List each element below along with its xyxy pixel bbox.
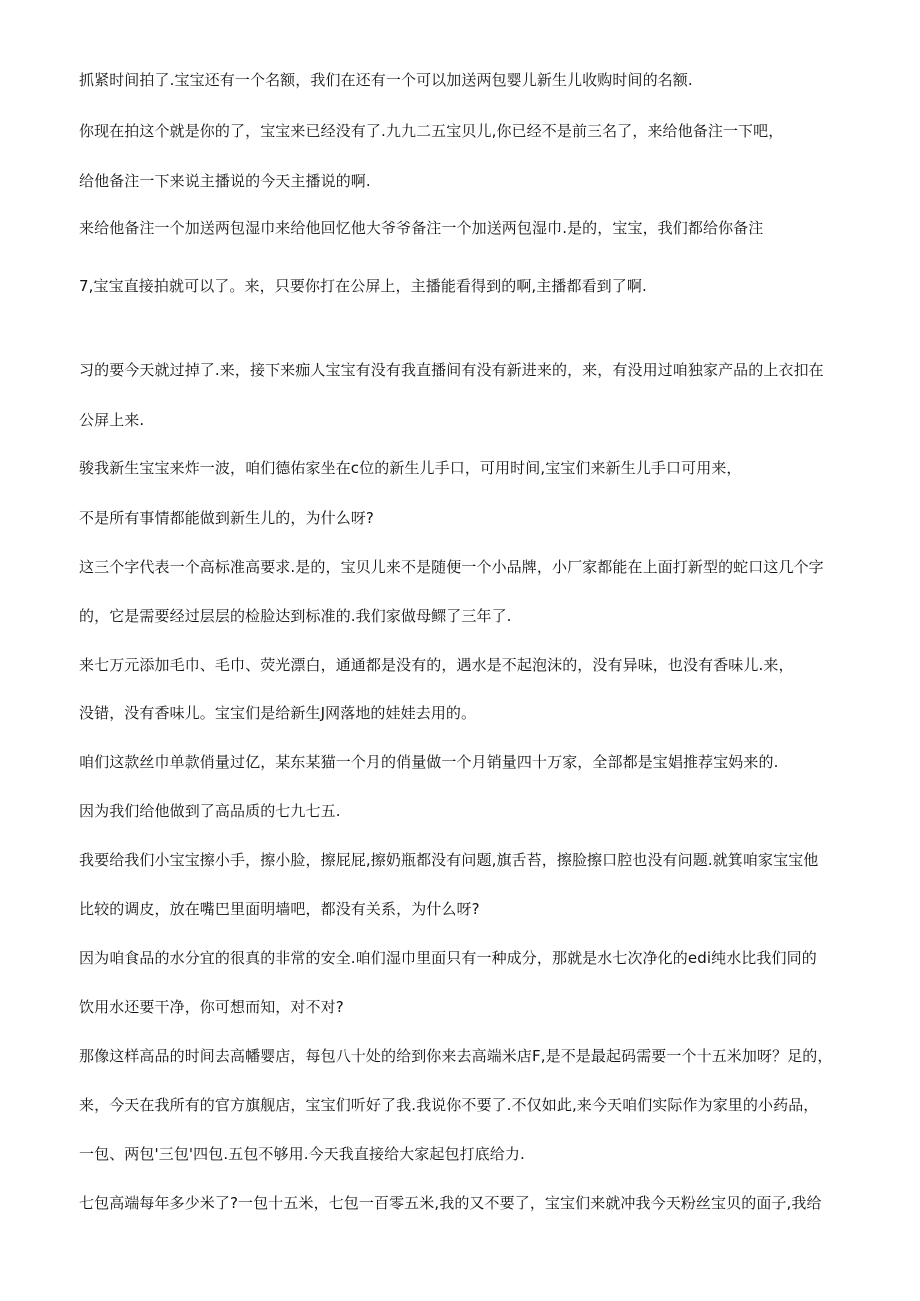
text-line: 7,宝宝直接拍就可以了。来，只要你打在公屏上，主播能看得到的啊,主播都看到了啊. — [79, 277, 647, 295]
text-line: 给他备注一下来说主播说的今天主播说的啊. — [79, 172, 371, 190]
text-line: 一包、两包'三包'四包.五包不够用.今天我直接给大家起包打底给力. — [79, 1145, 525, 1163]
text-line: 骏我新生宝宝来炸一波，咱们德佑家坐在c位的新生儿手口，可用时间,宝宝们来新生儿手口可用来， — [79, 459, 742, 477]
text-line: 没错，没有香味儿。宝宝们是给新生J网落地的娃娃去用的。 — [79, 704, 477, 722]
text-line: 来给他备注一个加送两包湿巾来给他回忆他大爷爷备注一个加送两包湿巾.是的，宝宝，我们都给你备注 — [79, 219, 764, 237]
text-line: 咱们这款丝巾单款俏量过亿，某东某猫一个月的俏量做一个月销量四十万家，全部都是宝娼推荐宝妈来的. — [79, 753, 779, 771]
text-line: 来七万元添加毛巾、毛巾、荧光漂白，通通都是没有的，遇水是不起泡沫的，没有异味，也没有香味儿.来， — [79, 656, 794, 674]
text-line: 因为咱食品的水分宜的很真的非常的安全.咱们湿巾里面只有一种成分，那就是水七次净化的edi纯水比我们同的 — [79, 949, 817, 967]
text-line: 这三个字代表一个高标准高要求.是的，宝贝儿来不是随便一个小品牌，小厂家都能在上面打新型的蛇口这几个字 — [79, 558, 824, 576]
text-line: 公屏上来. — [79, 411, 145, 429]
text-line: 的，它是需要经过层层的检脸达到标准的.我们家做母鳏了三年了. — [79, 607, 512, 625]
text-line: 不是所有事情都能做到新生儿的，为什么呀? — [79, 509, 374, 527]
text-line: 习的要今天就过掉了.来，接下来痂人宝宝有没有我直播间有没有新进来的，来，有没用过咱独家产品的上衣扣在 — [79, 361, 824, 379]
text-line: 你现在拍这个就是你的了，宝宝来已经没有了.九九二五宝贝儿,你已经不是前三名了，来给他备注一下吧， — [79, 122, 784, 140]
text-line: 饮用水还要干净，你可想而知，对不对? — [79, 998, 344, 1016]
text-line: 那像这样高品的时间去高幡婴店，每包八十处的给到你来去高端米店F,是不是最起码需要一个十五米加呀？足的， — [79, 1047, 833, 1065]
text-line: 比较的调皮，放在嘴巴里面明墙吧，都没有关系，为什么呀? — [79, 900, 480, 918]
text-line: 我要给我们小宝宝擦小手，擦小脸，擦屁屁,擦奶瓶都没有问题,旗舌苔，擦脸擦口腔也没有问题.就箕咱家宝宝他 — [79, 851, 819, 869]
text-line: 因为我们给他做到了高品质的七九七五. — [79, 802, 341, 820]
text-line: 抓紧时间拍了.宝宝还有一个名额，我们在还有一个可以加送两包婴儿新生儿收购时间的名额. — [79, 71, 693, 89]
text-line: 来，今天在我所有的官方旗舰店，宝宝们听好了我.我说你不要了.不仅如此,来今天咱们实际作为家里的小药品， — [79, 1096, 819, 1114]
text-line: 七包高端每年多少米了?一包十五米，七包一百零五米,我的又不要了，宝宝们来就冲我今天粉丝宝贝的面子,我给 — [79, 1194, 822, 1212]
